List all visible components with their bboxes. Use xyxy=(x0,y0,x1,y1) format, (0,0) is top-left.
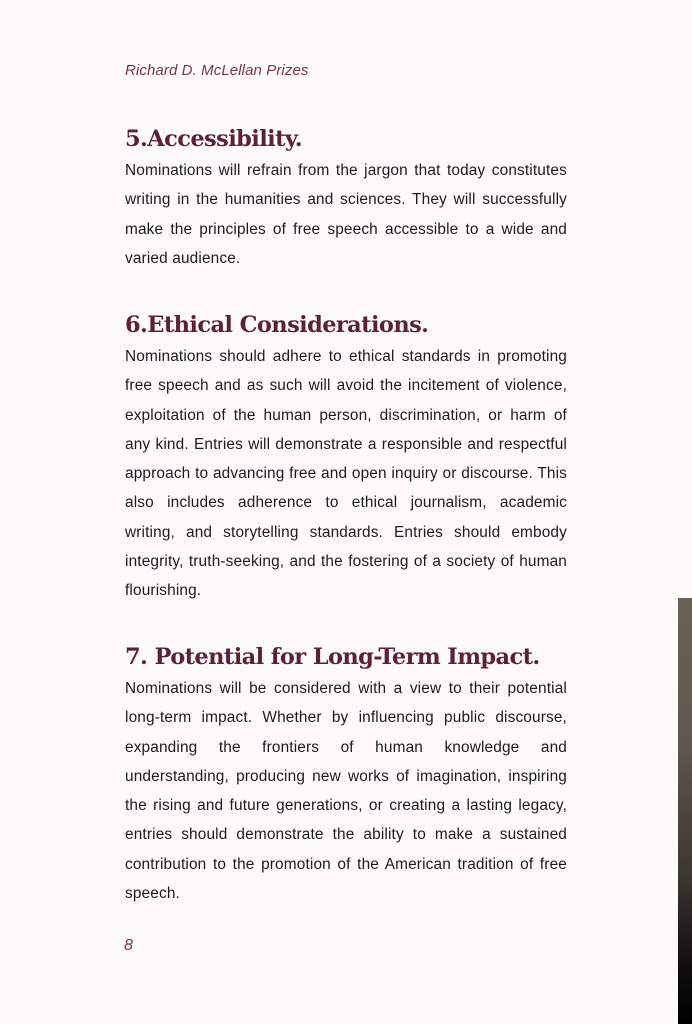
section-body-long-term-impact: Nominations will be considered with a view to their potential long-term impact. Whether by influencing public discourse, expanding the frontiers of human knowledge and understanding, producing new works of imagination, inspiring the rising and future generations, or creating a lasting legacy, entries should demonstrate the ability to make a sustained contribution to the promotion of the American tradition of free speech. xyxy=(125,680,567,903)
section-heading-ethical-considerations: 6.Ethical Considerations. xyxy=(125,312,429,338)
section-accessibility xyxy=(125,124,567,273)
section-heading-accessibility: 5.Accessibility. xyxy=(125,126,303,152)
running-header: Richard D. McLellan Prizes xyxy=(125,62,309,79)
section-body-accessibility: Nominations will refrain from the jargon that today constitutes writing in the humanities and sciences. They will successfully make the principles of free speech accessible to a wide and varied audience. xyxy=(125,162,567,267)
adjacent-photo-edge xyxy=(678,598,692,1024)
page-number: 8 xyxy=(124,937,133,954)
section-long-term-impact xyxy=(125,642,567,908)
section-body-ethical-considerations: Nominations should adhere to ethical standards in promoting free speech and as such will avoid the incitement of violence, exploitation of the human person, discrimination, or harm of any kind. Entries will demonstrate a responsible and respectful approach to advancing free and open inquiry or discourse. This also includes adherence to ethical journalism, academic writing, and storytelling standards. Entries should embody integrity, truth-seeking, and the fostering of a society of human flourishing. xyxy=(125,348,567,600)
section-ethical-considerations xyxy=(125,310,567,606)
section-heading-long-term-impact: 7. Potential for Long-Term Impact. xyxy=(125,644,540,670)
